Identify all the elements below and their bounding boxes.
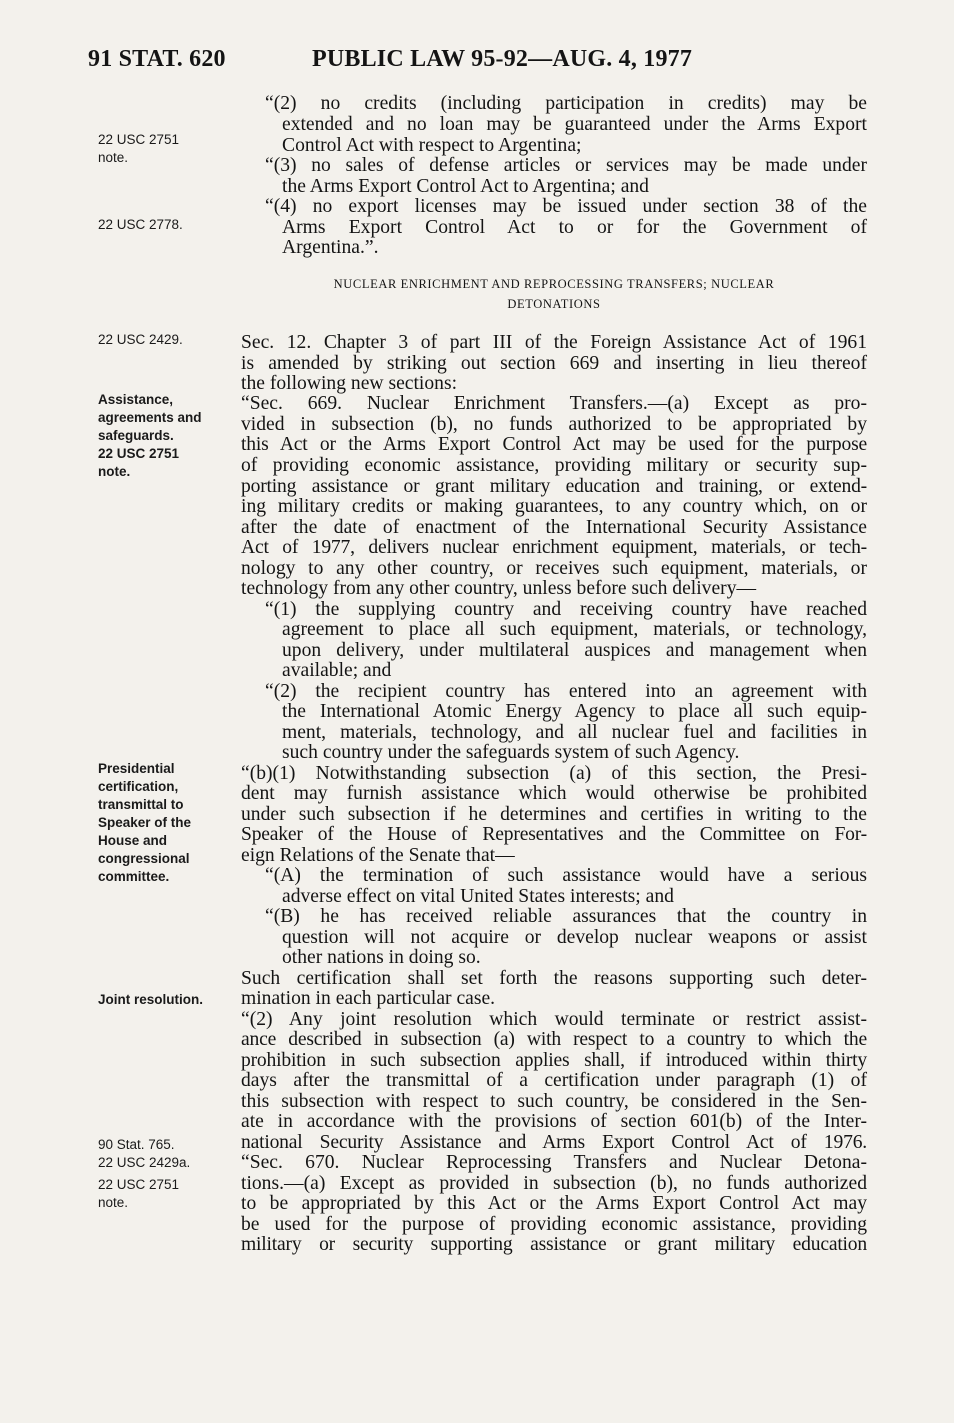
text-line: after the date of enactment of the International Security Assistance <box>241 517 867 538</box>
margin-note: Assistance, agreements and safeguards. 22 USC 2751 note. <box>98 392 202 479</box>
text-line: dent may furnish assistance which would otherwise be prohibited <box>241 783 867 804</box>
text-line: is amended by striking out section 669 and inserting in lieu thereof <box>241 353 867 374</box>
text-line: of providing economic assistance, providing military or security sup- <box>241 455 867 476</box>
text-line: the Arms Export Control Act to Argentina; and <box>282 176 649 197</box>
text-line: upon delivery, under multilateral auspices and management when <box>282 640 867 661</box>
text-line: ment, materials, technology, and all nuclear fuel and facilities in <box>282 722 867 743</box>
text-line: be used for the purpose of providing economic assistance, providing <box>241 1214 867 1235</box>
text-line: Argentina.”. <box>282 237 379 258</box>
text-line: “(1) the supplying country and receiving country have reached <box>265 599 867 620</box>
text-line: porting assistance or grant military education and training, or extend- <box>241 476 867 497</box>
text-line: “Sec. 669. Nuclear Enrichment Transfers.—(a) Except as pro- <box>241 393 867 414</box>
margin-note: 22 USC 2751 note. <box>98 1177 180 1210</box>
text-line: to be appropriated by this Act or the Arms Export Control Act may <box>241 1193 867 1214</box>
text-line: ing military credits or making guarantees, to any country which, on or <box>241 496 867 517</box>
text-line: nology to any other country, or receives such equipment, materials, or <box>241 558 867 579</box>
text-line: “Sec. 670. Nuclear Reprocessing Transfers and Nuclear Detona- <box>241 1152 867 1173</box>
text-line: “(3) no sales of defense articles or services may be made under <box>265 155 867 176</box>
section-heading-line: NUCLEAR ENRICHMENT AND REPROCESSING TRANSFERS; NUCLEAR <box>333 277 775 291</box>
text-line: “(2) Any joint resolution which would terminate or restrict assist- <box>241 1009 867 1030</box>
text-line: “(B) he has received reliable assurances that the country in <box>265 906 867 927</box>
margin-note: 22 USC 2778. <box>98 217 183 232</box>
margin-note: 90 Stat. 765. 22 USC 2429a. <box>98 1137 191 1170</box>
page-law-title: PUBLIC LAW 95-92—AUG. 4, 1977 <box>312 46 693 72</box>
text-line: days after the transmittal of a certification under paragraph (1) of <box>241 1070 867 1091</box>
text-line: Speaker of the House of Representatives and the Committee on For- <box>241 824 867 845</box>
text-line: tions.—(a) Except as provided in subsection (b), no funds authorized <box>241 1173 867 1194</box>
text-line: agreement to place all such equipment, materials, or technology, <box>282 619 867 640</box>
section-heading-line: DETONATIONS <box>507 297 601 311</box>
text-line: “(2) the recipient country has entered into an agreement with <box>265 681 867 702</box>
text-line: such country under the safeguards system of such Agency. <box>282 742 740 763</box>
text-line: this Act or the Arms Export Control Act may be used for the purpose <box>241 434 867 455</box>
text-line: prohibition in such subsection applies shall, if introduced within thirty <box>241 1050 867 1071</box>
text-line: available; and <box>282 660 392 681</box>
text-line: “(4) no export licenses may be issued under section 38 of the <box>265 196 867 217</box>
text-line: Control Act with respect to Argentina; <box>282 135 582 156</box>
text-line: eign Relations of the Senate that— <box>241 845 515 866</box>
text-line: national Security Assistance and Arms Export Control Act of 1976. <box>241 1132 867 1153</box>
margin-note: Presidential certification, transmittal to Speaker of the House and congressional committee. <box>98 761 192 884</box>
page-stat-reference: 91 STAT. 620 <box>88 46 226 72</box>
text-line: “(A) the termination of such assistance would have a serious <box>265 865 867 886</box>
text-line: Sec. 12. Chapter 3 of part III of the Foreign Assistance Act of 1961 <box>241 332 867 353</box>
text-line: Such certification shall set forth the reasons supporting such deter- <box>241 968 867 989</box>
text-line: vided in subsection (b), no funds authorized to be appropriated by <box>241 414 867 435</box>
text-line: question will not acquire or develop nuclear weapons or assist <box>282 927 867 948</box>
text-line: adverse effect on vital United States interests; and <box>282 886 674 907</box>
text-line: military or security supporting assistance or grant military education <box>241 1234 867 1255</box>
text-line: this subsection with respect to such country, be considered in the Sen- <box>241 1091 867 1112</box>
text-line: technology from any other country, unless before such delivery— <box>241 578 757 599</box>
text-line: Act of 1977, delivers nuclear enrichment equipment, materials, or tech- <box>241 537 867 558</box>
text-line: mination in each particular case. <box>241 988 496 1009</box>
text-line: other nations in doing so. <box>282 947 481 968</box>
text-line: “(b)(1) Notwithstanding subsection (a) of this section, the Presi- <box>241 763 867 784</box>
text-line: the following new sections: <box>241 373 458 394</box>
text-line: ate in accordance with the provisions of section 601(b) of the Inter- <box>241 1111 867 1132</box>
text-line: extended and no loan may be guaranteed under the Arms Export <box>282 114 867 135</box>
text-line: under such subsection if he determines and certifies in writing to the <box>241 804 867 825</box>
text-line: ance described in subsection (a) with respect to a country to which the <box>241 1029 867 1050</box>
text-line: “(2) no credits (including participation in credits) may be <box>265 93 867 114</box>
text-line: the International Atomic Energy Agency to place all such equip- <box>282 701 867 722</box>
margin-note: Joint resolution. <box>98 992 204 1007</box>
margin-note: 22 USC 2751 note. <box>98 132 180 165</box>
text-line: Arms Export Control Act to or for the Government of <box>282 217 867 238</box>
margin-note: 22 USC 2429. <box>98 332 183 347</box>
